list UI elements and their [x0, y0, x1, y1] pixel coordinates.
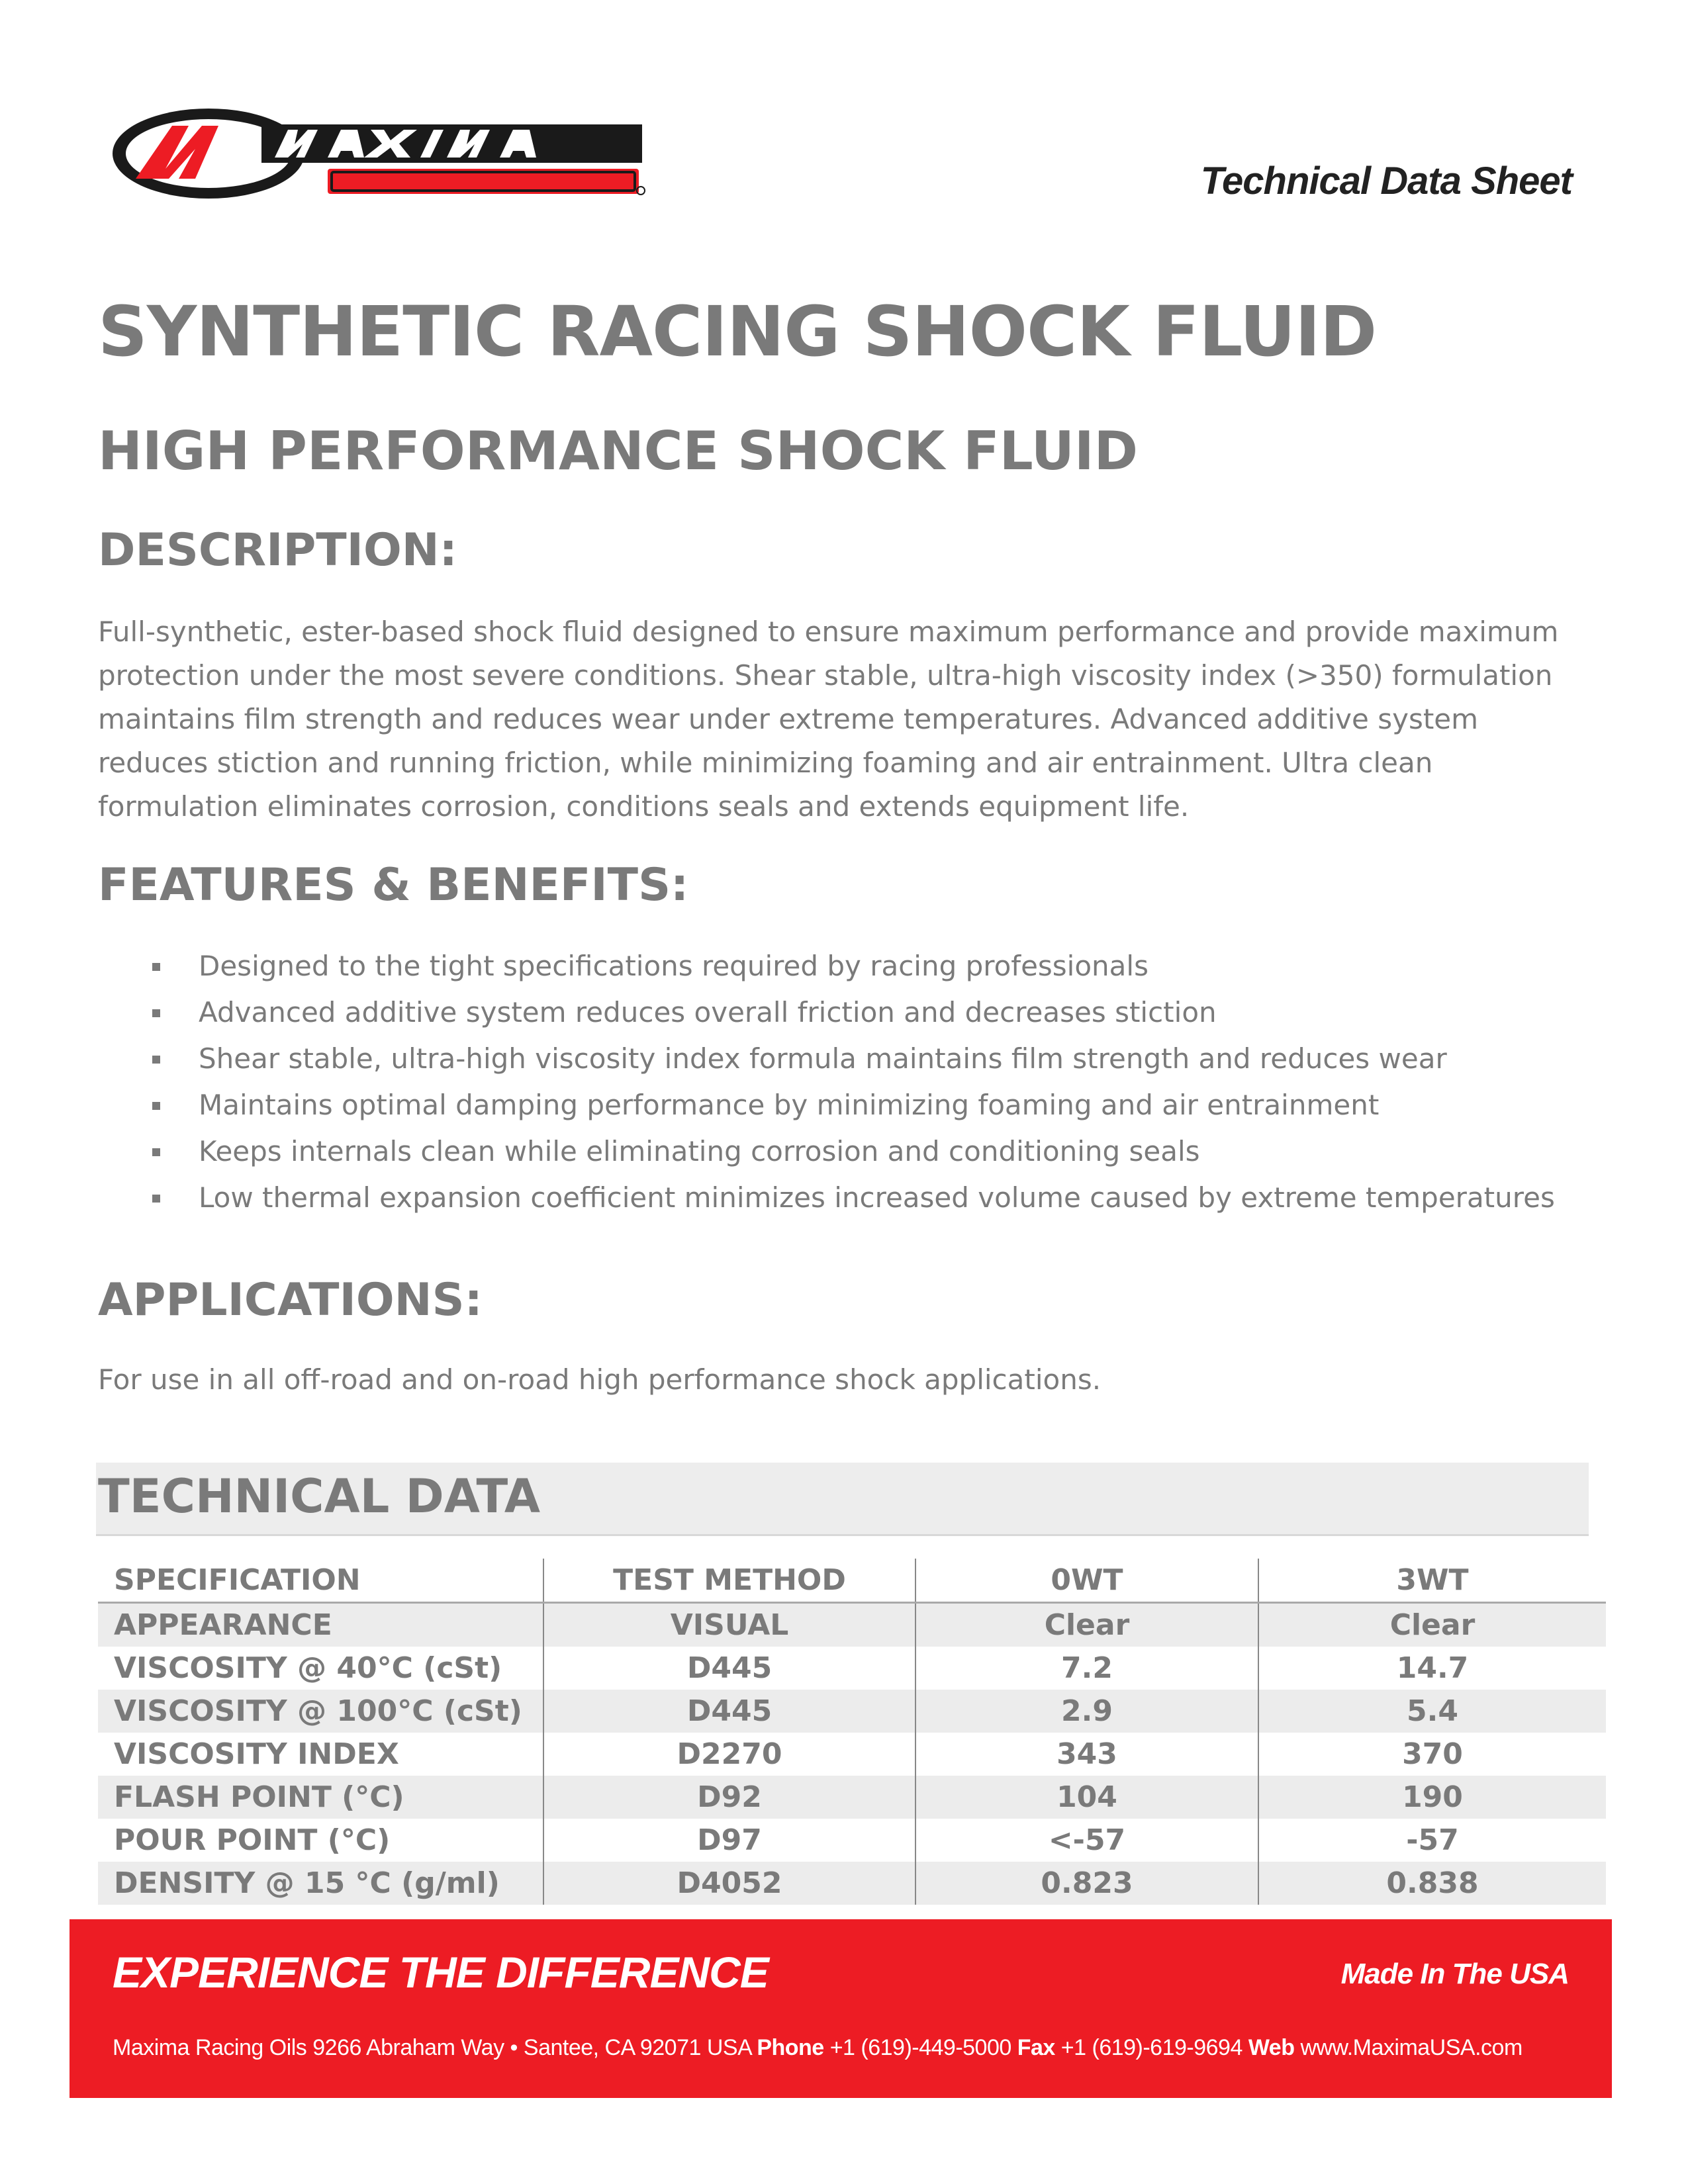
table-row [98, 1862, 1606, 1905]
table-cell: 14.7 [1258, 1647, 1606, 1690]
table-cell: VISCOSITY @ 100°C (cSt) [98, 1690, 543, 1733]
applications-text: For use in all off-road and on-road high performance shock applications. [98, 1363, 1102, 1396]
table-cell: <-57 [915, 1819, 1258, 1862]
product-subtitle: HIGH PERFORMANCE SHOCK FLUID [98, 420, 1139, 482]
maxima-logo [109, 106, 645, 202]
table-row [98, 1690, 1606, 1733]
footer-contact [113, 2035, 1523, 2061]
doc-type-label: Technical Data Sheet [1200, 159, 1572, 203]
table-row [98, 1733, 1606, 1776]
table-cell: D97 [543, 1819, 915, 1862]
column-header: 0WT [915, 1559, 1258, 1603]
made-in-usa-label: Made In The USA [1340, 1958, 1569, 1990]
table-cell: VISCOSITY INDEX [114, 1737, 399, 1771]
table-cell: D4052 [543, 1862, 915, 1905]
description-text: Full-synthetic, ester-based shock fluid designed to ensure maximum performance and provide maximum protection under the most severe conditions. Shear stable, ultra-high viscosity index (>350) formulation maintains film strength and reduces wear under extreme temperatures. Advanced additive system reduces stiction and running friction, while minimizing foaming and air entrainment. Ultra clean formulation eliminates corrosion, conditions seals and extends equipment life. [98, 615, 1559, 823]
table-cell: POUR POINT (°C) [114, 1823, 391, 1857]
bullet-square-icon [152, 1102, 160, 1110]
phone-number: +1 (619)-449-5000 [829, 2035, 1011, 2060]
list-item: Keeps internals clean while eliminating corrosion and conditioning seals [98, 1128, 1555, 1175]
bullet-square-icon [152, 1056, 160, 1064]
website-link[interactable]: www.MaximaUSA.com [1300, 2035, 1523, 2060]
table-cell: Clear [1258, 1603, 1606, 1647]
bullet-square-icon [152, 963, 160, 971]
table-cell: -57 [1258, 1819, 1606, 1862]
footer-banner [70, 1919, 1612, 2098]
list-item: Shear stable, ultra-high viscosity index formula maintains film strength and reduces wear [98, 1036, 1555, 1082]
footer-address: Maxima Racing Oils 9266 Abraham Way • Santee, CA 92071 USA [113, 2035, 751, 2060]
footer-slogan: EXPERIENCE THE DIFFERENCE [113, 1948, 769, 1997]
table-cell: D445 [543, 1690, 915, 1733]
technical-data-heading: TECHNICAL DATA [98, 1469, 541, 1524]
table-cell: 2.9 [915, 1690, 1258, 1733]
fax-number: +1 (619)-619-9694 [1060, 2035, 1243, 2060]
table-cell: 0.823 [915, 1862, 1258, 1905]
table-row [98, 1776, 1606, 1819]
bullet-square-icon [152, 1148, 160, 1156]
column-header: SPECIFICATION [98, 1559, 543, 1603]
column-header: 3WT [1258, 1559, 1606, 1603]
table-cell: D2270 [543, 1733, 915, 1776]
list-item: Maintains optimal damping performance by minimizing foaming and air entrainment [98, 1082, 1555, 1128]
table-row [98, 1647, 1606, 1690]
table-cell: 190 [1258, 1776, 1606, 1819]
technical-data-table [98, 1559, 1606, 1905]
table-cell: D92 [543, 1776, 915, 1819]
bullet-square-icon [152, 1009, 160, 1017]
table-row [98, 1819, 1606, 1862]
list-item: Designed to the tight specifications required by racing professionals [98, 943, 1555, 989]
table-cell: FLASH POINT (°C) [98, 1776, 543, 1819]
table-cell: DENSITY @ 15 °C (g/ml) [98, 1862, 543, 1905]
list-item: Low thermal expansion coefficient minimizes increased volume caused by extreme temperatures [98, 1175, 1555, 1221]
table-cell: 5.4 [1258, 1690, 1606, 1733]
product-title: SYNTHETIC RACING SHOCK FLUID [98, 291, 1377, 372]
table-cell: 7.2 [915, 1647, 1258, 1690]
table-cell: Clear [915, 1603, 1258, 1647]
column-header: TEST METHOD [543, 1559, 915, 1603]
table-cell: 343 [915, 1733, 1258, 1776]
table-cell: VISCOSITY @ 40°C (cSt) [114, 1651, 502, 1685]
table-header-row [98, 1559, 1606, 1603]
features-list [98, 943, 1555, 1221]
fax-label: Fax [1017, 2035, 1055, 2060]
bullet-square-icon [152, 1195, 160, 1203]
description-heading: DESCRIPTION: [98, 524, 457, 576]
table-cell: APPEARANCE [98, 1603, 543, 1647]
table-cell: 0.838 [1258, 1862, 1606, 1905]
table-cell: 370 [1258, 1733, 1606, 1776]
features-heading: FEATURES & BENEFITS: [98, 859, 689, 911]
table-cell: D445 [543, 1647, 915, 1690]
list-item: Advanced additive system reduces overall friction and decreases stiction [98, 989, 1555, 1036]
table-cell: 104 [915, 1776, 1258, 1819]
web-label: Web [1248, 2035, 1295, 2060]
table-cell: VISUAL [543, 1603, 915, 1647]
applications-heading: APPLICATIONS: [98, 1274, 483, 1326]
phone-label: Phone [757, 2035, 824, 2060]
table-row [98, 1603, 1606, 1647]
